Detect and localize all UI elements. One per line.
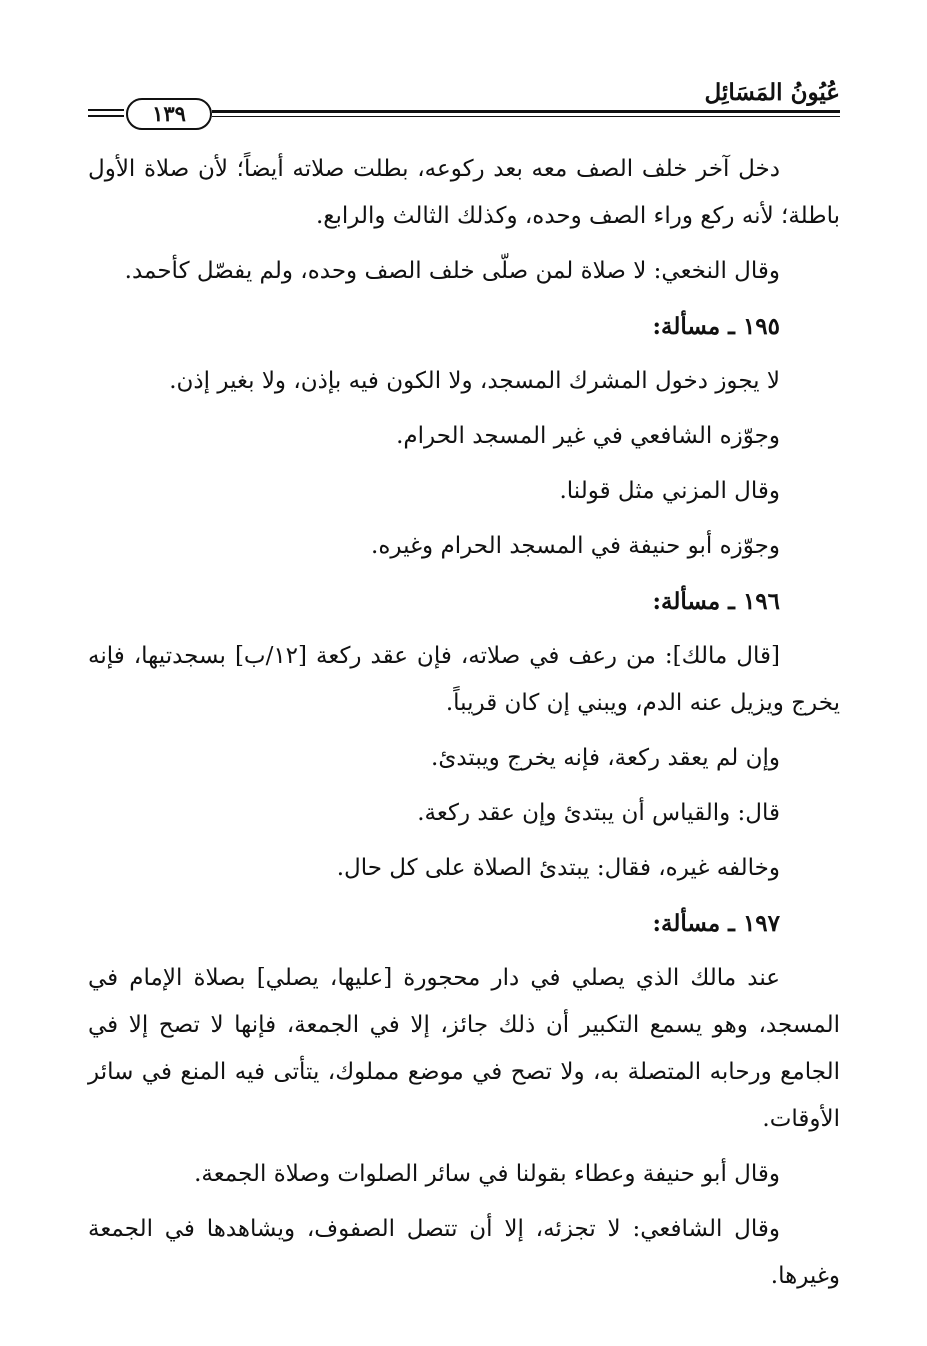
paragraph: قال: والقياس أن يبتدئ وإن عقد ركعة. [417,800,780,826]
paragraph: وجوّزه أبو حنيفة في المسجد الحرام وغيره. [371,533,780,559]
paragraph: وجوّزه الشافعي في غير المسجد الحرام. [396,423,780,449]
paragraph: وخالفه غيره، فقال: يبتدئ الصلاة على كل حال. [336,855,780,881]
page-header [88,78,840,128]
running-title: عُيُونُ المَسَائِل [704,79,840,106]
page-number: ١٣٩ [126,98,212,130]
header-rule [212,110,840,113]
paragraph: وإن لم يعقد ركعة، فإنه يخرج ويبتدئ. [431,745,780,771]
body-text [88,146,840,1308]
header-rule-left-thin [88,115,124,117]
paragraph: وقال النخعي: لا صلاة لمن صلّى خلف الصف وحده، ولم يفصّل كأحمد. [124,258,780,284]
issue-heading: ١٩٦ ـ مسألة: [652,588,780,615]
paragraph: دخل آخر خلف الصف معه بعد ركوعه، بطلت صلاته أيضاً؛ لأن صلاة الأول باطلة؛ لأنه ركع وراء الصف وحده، وكذلك الثالث والرابع. [88,156,840,229]
paragraph: وقال أبو حنيفة وعطاء بقولنا في سائر الصلوات وصلاة الجمعة. [194,1161,780,1187]
paragraph: لا يجوز دخول المشرك المسجد، ولا الكون فيه بإذن، ولا بغير إذن. [169,368,780,394]
paragraph: [قال مالك]: من رعف في صلاته، فإن عقد ركعة [١٢/ب] بسجدتيها، فإنه يخرج ويزيل عنه الدم، ويبني إن كان قريباً. [88,643,840,716]
paragraph: عند مالك الذي يصلي في دار محجورة [عليها، يصلي] بصلاة الإمام في المسجد، وهو يسمع التكبير أن ذلك جائز، إلا في الجمعة، فإنها لا تصح إلا في الجامع ورحابه المتصلة به، ولا تصح في موضع مملوك، يتأتى فيه المنع في سائر الأوقات. [88,965,840,1132]
header-rule-thin [212,116,840,117]
paragraph: وقال المزني مثل قولنا. [559,478,780,504]
header-rule-left [88,109,124,111]
paragraph: وقال الشافعي: لا تجزئه، إلا أن تتصل الصفوف، ويشاهدها في الجمعة وغيرها. [88,1216,840,1289]
issue-heading: ١٩٥ ـ مسألة: [652,313,780,340]
issue-heading: ١٩٧ ـ مسألة: [652,910,780,937]
